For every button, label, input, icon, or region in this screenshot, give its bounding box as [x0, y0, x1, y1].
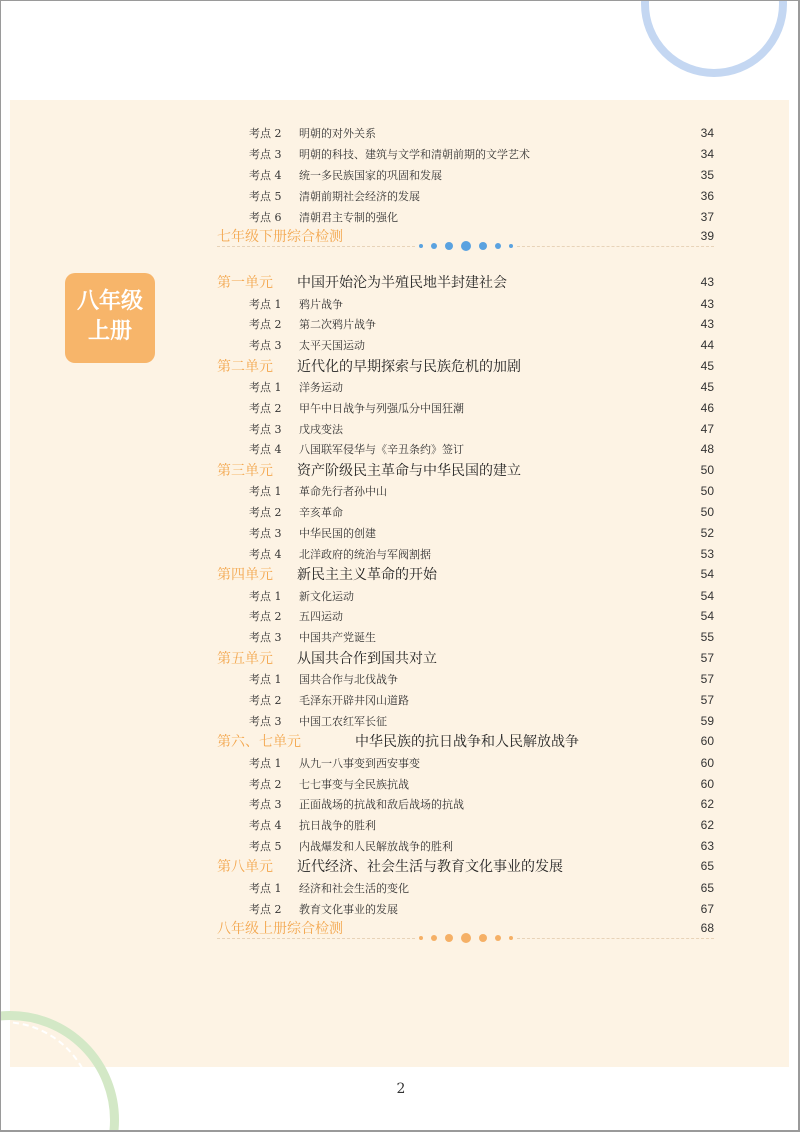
toc-entry-title: 正面战场的抗战和敌后战场的抗战: [299, 798, 464, 812]
toc-entry-point[interactable]: [217, 606, 714, 626]
toc-entry-title: 七七事变与全民族抗战: [299, 777, 409, 791]
toc-entry-title: 明朝的对外关系: [299, 127, 376, 140]
toc-entry-unit[interactable]: [217, 356, 714, 376]
page-number: 2: [396, 1081, 406, 1097]
toc-entry-point[interactable]: [217, 419, 714, 439]
toc-entry-point[interactable]: [217, 314, 714, 334]
toc-entry-point[interactable]: [217, 544, 714, 564]
toc-entry-page: 65: [700, 880, 714, 895]
toc-entry-point[interactable]: [217, 774, 714, 794]
toc-entry-label: 考点 3: [249, 422, 282, 436]
toc-entry-title: 中国工农红军长征: [299, 714, 387, 728]
toc-entry-title: 清朝前期社会经济的发展: [299, 190, 420, 203]
toc-entry-point[interactable]: [217, 502, 714, 522]
divider-dot: [495, 243, 501, 249]
toc-entry-point[interactable]: [217, 586, 714, 606]
toc-entry-title: 资产阶级民主革命与中华民国的建立: [297, 462, 521, 479]
toc-entry-title: 经济和社会生活的变化: [299, 881, 409, 895]
toc-entry-point[interactable]: [217, 523, 714, 543]
toc-entry-point[interactable]: [217, 439, 714, 459]
toc-entry-label: 第六、七单元: [217, 734, 301, 751]
toc-entry-page: 39: [700, 229, 714, 243]
toc-entry-title: 八国联军侵华与《辛丑条约》签订: [299, 443, 464, 457]
toc-entry-point[interactable]: [217, 186, 714, 206]
divider-dot: [431, 935, 437, 941]
toc-entry-page: 62: [700, 797, 714, 812]
toc-entry-point[interactable]: [217, 899, 714, 919]
divider-dot: [495, 935, 501, 941]
toc-entry-page: 45: [700, 380, 714, 395]
toc-entry-unit[interactable]: [217, 272, 714, 292]
toc-entry-title: 毛泽东开辟井冈山道路: [299, 694, 409, 707]
toc-entry-point[interactable]: [217, 398, 714, 418]
toc-entry-point[interactable]: [217, 669, 714, 689]
toc-entry-label: 考点 3: [249, 714, 282, 728]
toc-entry-page: 54: [700, 609, 714, 624]
toc-entry-title: 新文化运动: [299, 589, 354, 603]
toc-entry-title: 中国共产党诞生: [299, 631, 376, 645]
toc-entry-label: 考点 1: [249, 297, 282, 311]
toc-entry-unit[interactable]: [217, 460, 714, 480]
toc-entry-page: 59: [700, 713, 714, 728]
toc-entry-title: 八年级上册综合检测: [217, 921, 343, 938]
toc-entry-label: 第八单元: [217, 859, 273, 876]
toc-entry-title: 国共合作与北伐战争: [299, 673, 398, 687]
toc-entry-title: 甲午中日战争与列强瓜分中国狂潮: [299, 401, 464, 415]
toc-entry-page: 60: [700, 734, 714, 749]
toc-entry-title: 清朝君主专制的强化: [299, 211, 398, 224]
divider-dot: [509, 244, 513, 248]
toc-entry-page: 47: [700, 421, 714, 436]
toc-entry-title: 北洋政府的统治与军阀割据: [299, 547, 431, 561]
toc-entry-label: 考点 5: [249, 839, 282, 853]
toc-entry-point[interactable]: [217, 481, 714, 501]
section-divider: [217, 239, 714, 253]
toc-entry-label: 考点 2: [249, 506, 282, 520]
toc-entry-page: 50: [700, 462, 714, 477]
toc-entry-page: 55: [700, 630, 714, 645]
toc-entry-page: 60: [700, 776, 714, 791]
toc-entry-title: 中华民族的抗日战争和人民解放战争: [355, 734, 579, 751]
toc-entry-point[interactable]: [217, 711, 714, 731]
toc-entry-title: 七年级下册综合检测: [217, 229, 343, 245]
toc-entry-label: 考点 2: [249, 777, 282, 791]
toc-entry-page: 45: [700, 358, 714, 373]
toc-entry-label: 考点 2: [249, 902, 282, 916]
divider-dot: [479, 242, 487, 250]
toc-entry-title: 从国共合作到国共对立: [297, 650, 437, 667]
toc-entry-label: 第三单元: [217, 462, 273, 479]
toc-entry-title: 革命先行者孙中山: [299, 485, 387, 499]
toc-entry-title: 鸦片战争: [299, 297, 343, 311]
toc-entry-title: 教育文化事业的发展: [299, 902, 398, 916]
toc-entry-page: 62: [700, 818, 714, 832]
toc-entry-page: 46: [700, 400, 714, 415]
toc-entry-page: 37: [700, 210, 714, 224]
toc-entry-label: 第四单元: [217, 567, 273, 584]
toc-entry-page: 65: [700, 859, 714, 874]
divider-dot: [445, 242, 453, 250]
toc-entry-label: 考点 4: [249, 547, 282, 561]
toc-entry-point[interactable]: [217, 335, 714, 355]
toc-entry-page: 44: [700, 337, 714, 352]
toc-entry-title: 洋务运动: [299, 381, 343, 395]
toc-entry-label: 考点 2: [249, 610, 282, 624]
toc-entry-title: 近代经济、社会生活与教育文化事业的发展: [297, 859, 563, 876]
toc-entry-label: 考点 2: [249, 127, 282, 140]
divider-dot: [461, 241, 471, 251]
divider-dot: [461, 933, 471, 943]
toc-entry-point[interactable]: [217, 753, 714, 773]
toc-entry-label: 考点 3: [249, 148, 282, 161]
page: [1, 1, 798, 1130]
toc-entry-point[interactable]: [217, 836, 714, 856]
toc-entry-label: 第二单元: [217, 358, 273, 375]
toc-entry-label: 考点 2: [249, 318, 282, 332]
toc-entry-title: 统一多民族国家的巩固和发展: [299, 169, 442, 182]
toc-entry-page: 34: [700, 126, 714, 140]
toc-entry-label: 考点 1: [249, 381, 282, 395]
toc-entry-page: 57: [700, 693, 714, 707]
toc-entry-point[interactable]: [217, 627, 714, 647]
toc-entry-point[interactable]: [217, 144, 714, 164]
divider-dot: [445, 934, 453, 942]
divider-dot: [419, 244, 423, 248]
toc-entry-point[interactable]: [217, 794, 714, 814]
toc-entry-title: 戊戌变法: [299, 422, 343, 436]
divider-dot: [431, 243, 437, 249]
grade-badge-line2: 上册: [87, 319, 132, 344]
toc-entry-page: 43: [700, 275, 714, 289]
toc-entry-title: 五四运动: [299, 610, 343, 624]
toc-entry-label: 考点 2: [249, 694, 282, 707]
toc-entry-label: 考点 4: [249, 819, 282, 832]
toc-entry-label: 考点 1: [249, 673, 282, 687]
toc-entry-point[interactable]: [217, 123, 714, 143]
toc-entry-unit[interactable]: [217, 648, 714, 668]
divider-dot: [419, 936, 423, 940]
toc-entry-page: 35: [700, 168, 714, 182]
toc-entry-label: 考点 3: [249, 338, 282, 352]
divider-dot: [479, 934, 487, 942]
toc-entry-title: 中国开始沦为半殖民地半封建社会: [297, 275, 507, 291]
toc-entry-unit[interactable]: [217, 731, 714, 751]
toc-entry-point[interactable]: [217, 878, 714, 898]
toc-entry-page: 68: [700, 921, 714, 936]
toc-entry-page: 43: [700, 317, 714, 332]
toc-entry-title: 辛亥革命: [299, 506, 343, 520]
toc-entry-title: 第二次鸦片战争: [299, 318, 376, 332]
toc-entry-title: 内战爆发和人民解放战争的胜利: [299, 839, 453, 853]
toc-entry-point[interactable]: [217, 690, 714, 710]
toc-entry-page: 54: [700, 567, 714, 582]
toc-entry-page: 36: [700, 189, 714, 203]
toc-entry-label: 考点 4: [249, 443, 282, 457]
table-of-contents: [1, 1, 798, 1130]
toc-entry-page: 48: [700, 442, 714, 457]
toc-entry-page: 43: [700, 296, 714, 311]
toc-entry-point[interactable]: [217, 207, 714, 227]
toc-entry-label: 考点 1: [249, 589, 282, 603]
toc-entry-page: 57: [700, 650, 714, 665]
toc-entry-label: 考点 5: [249, 190, 282, 203]
toc-entry-point[interactable]: [217, 377, 714, 397]
grade-badge-line1: 八年级: [76, 289, 143, 314]
toc-entry-point[interactable]: [217, 815, 714, 835]
toc-entry-unit[interactable]: [217, 856, 714, 876]
toc-entry-unit[interactable]: [217, 564, 714, 584]
toc-entry-page: 50: [700, 505, 714, 520]
toc-entry-label: 考点 3: [249, 526, 282, 540]
toc-entry-label: 第五单元: [217, 650, 273, 667]
toc-entry-label: 第一单元: [217, 275, 273, 291]
toc-entry-page: 53: [700, 546, 714, 561]
toc-entry-title: 太平天国运动: [299, 338, 365, 352]
toc-entry-label: 考点 1: [249, 485, 282, 499]
toc-entry-label: 考点 1: [249, 756, 282, 770]
toc-entry-label: 考点 2: [249, 401, 282, 415]
toc-entry-page: 34: [700, 147, 714, 161]
toc-entry-page: 60: [700, 755, 714, 770]
toc-entry-point[interactable]: [217, 165, 714, 185]
toc-entry-title: 抗日战争的胜利: [299, 819, 376, 832]
toc-entry-label: 考点 4: [249, 169, 282, 182]
toc-entry-page: 57: [700, 672, 714, 687]
toc-entry-label: 考点 6: [249, 211, 282, 224]
toc-entry-title: 中华民国的创建: [299, 526, 376, 540]
toc-entry-label: 考点 3: [249, 631, 282, 645]
divider-dot: [509, 936, 513, 940]
toc-entry-point[interactable]: [217, 294, 714, 314]
toc-entry-page: 52: [700, 525, 714, 540]
toc-entry-page: 67: [700, 901, 714, 916]
toc-entry-title: 新民主主义革命的开始: [297, 567, 437, 584]
section-divider: [217, 931, 714, 945]
toc-entry-title: 明朝的科技、建筑与文学和清朝前期的文学艺术: [299, 148, 530, 161]
toc-entry-page: 54: [700, 588, 714, 603]
toc-entry-page: 63: [700, 838, 714, 853]
toc-entry-title: 近代化的早期探索与民族危机的加剧: [297, 358, 521, 375]
toc-entry-title: 从九一八事变到西安事变: [299, 756, 420, 770]
toc-entry-label: 考点 3: [249, 798, 282, 812]
toc-entry-page: 50: [700, 484, 714, 499]
toc-entry-label: 考点 1: [249, 881, 282, 895]
